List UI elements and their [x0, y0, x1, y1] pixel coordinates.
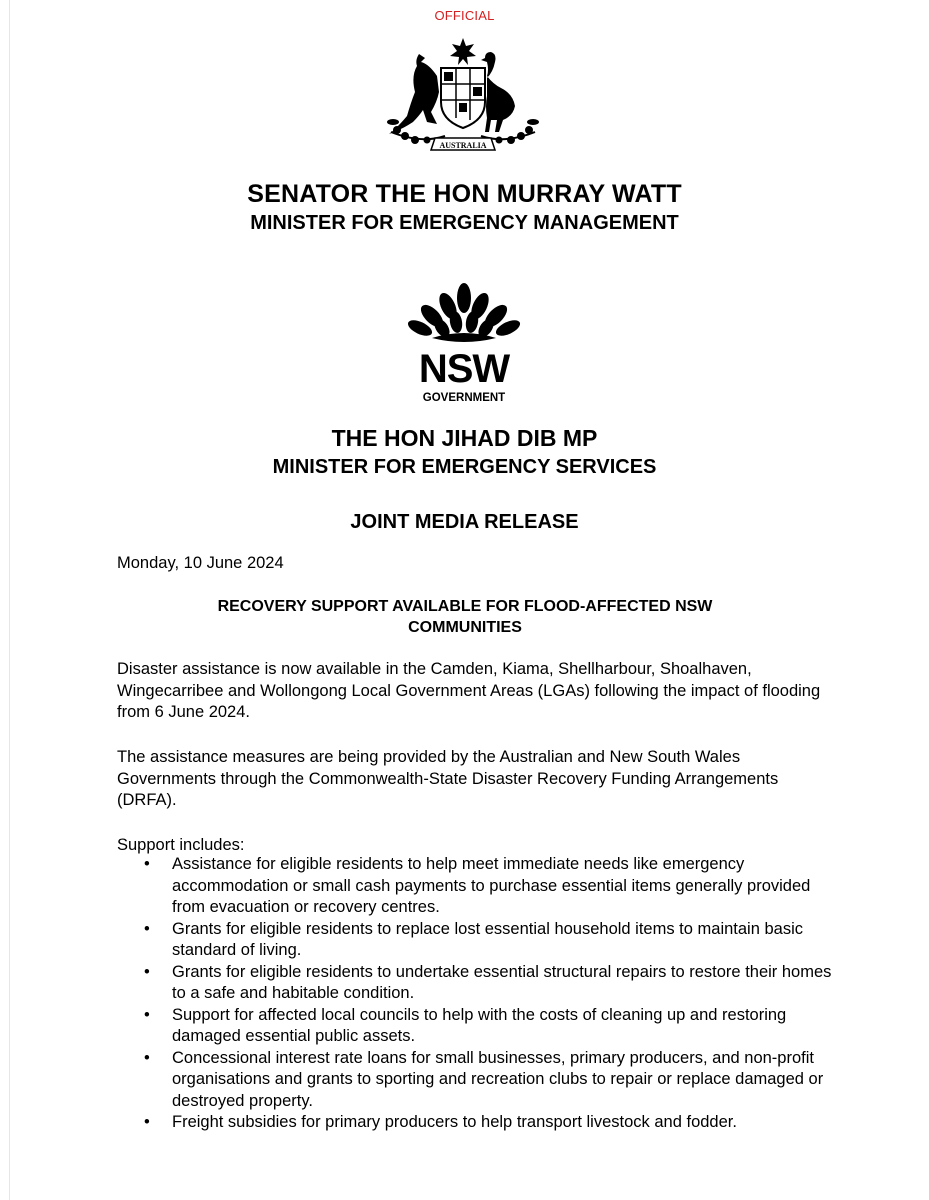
nsw-government-subtext: GOVERNMENT	[422, 392, 506, 404]
bullet-icon: •	[144, 962, 150, 981]
minister-role: MINISTER FOR EMERGENCY SERVICES	[272, 456, 657, 478]
bullet-icon: •	[144, 919, 150, 938]
commonwealth-star-icon	[450, 38, 476, 65]
bullet-icon: •	[144, 855, 150, 873]
body-paragraph: The assistance measures are being provided by the Australian and New South Wales Governments through the Commonwealth-State Disaster Recovery Funding Arrangements (DRFA).	[117, 748, 779, 809]
release-type-heading: JOINT MEDIA RELEASE	[350, 511, 579, 533]
support-list	[117, 854, 837, 1134]
list-item-text: Support for affected local councils to help with the costs of cleaning up and restoring damaged essential public assets.	[172, 1005, 787, 1045]
bullet-icon: •	[144, 1048, 150, 1067]
classification-marking: OFFICIAL	[434, 8, 495, 23]
list-item-text: Grants for eligible residents to undertake essential structural repairs to restore their homes to a safe and habitable condition.	[172, 962, 832, 1002]
bullet-icon: •	[144, 1005, 150, 1024]
emu-icon	[481, 52, 515, 132]
list-item	[117, 1112, 837, 1134]
senator-role: MINISTER FOR EMERGENCY MANAGEMENT	[250, 212, 679, 234]
list-item	[117, 919, 837, 962]
nsw-government-logo	[402, 282, 526, 406]
minister-name: THE HON JIHAD DIB MP	[331, 425, 598, 451]
release-date: Monday, 10 June 2024	[117, 554, 284, 572]
crest-scroll-text: AUSTRALIA	[439, 141, 487, 150]
coat-of-arms-logo	[381, 36, 545, 158]
list-item	[117, 1048, 837, 1113]
senator-name: SENATOR THE HON MURRAY WATT	[247, 180, 682, 208]
support-intro: Support includes:	[117, 836, 245, 854]
release-headline: RECOVERY SUPPORT AVAILABLE FOR FLOOD-AFFECTED NSW COMMUNITIES	[217, 598, 713, 636]
list-item-text: Concessional interest rate loans for small businesses, primary producers, and non-profit organisations and grants to sporting and recreation clubs to repair or replace damaged or destroyed property.	[172, 1048, 824, 1110]
list-item	[117, 962, 837, 1005]
nsw-wordmark: NSW	[418, 347, 510, 391]
list-item-text: Grants for eligible residents to replace lost essential household items to maintain basic standard of living.	[172, 919, 803, 959]
body-paragraph: Disaster assistance is now available in the Camden, Kiama, Shellharbour, Shoalhaven, Wingecarribee and Wollongong Local Government Areas (LGAs) following the impact of flooding from 6 June 2024.	[117, 660, 821, 721]
waratah-icon	[406, 283, 523, 342]
list-item	[117, 854, 837, 919]
bullet-icon: •	[144, 1113, 150, 1131]
list-item-text: Assistance for eligible residents to help meet immediate needs like emergency accommodation or small cash payments to purchase essential items generally provided from evacuation or recovery centres.	[172, 855, 811, 916]
list-item	[117, 1005, 837, 1048]
list-item-text: Freight subsidies for primary producers to help transport livestock and fodder.	[172, 1113, 737, 1131]
